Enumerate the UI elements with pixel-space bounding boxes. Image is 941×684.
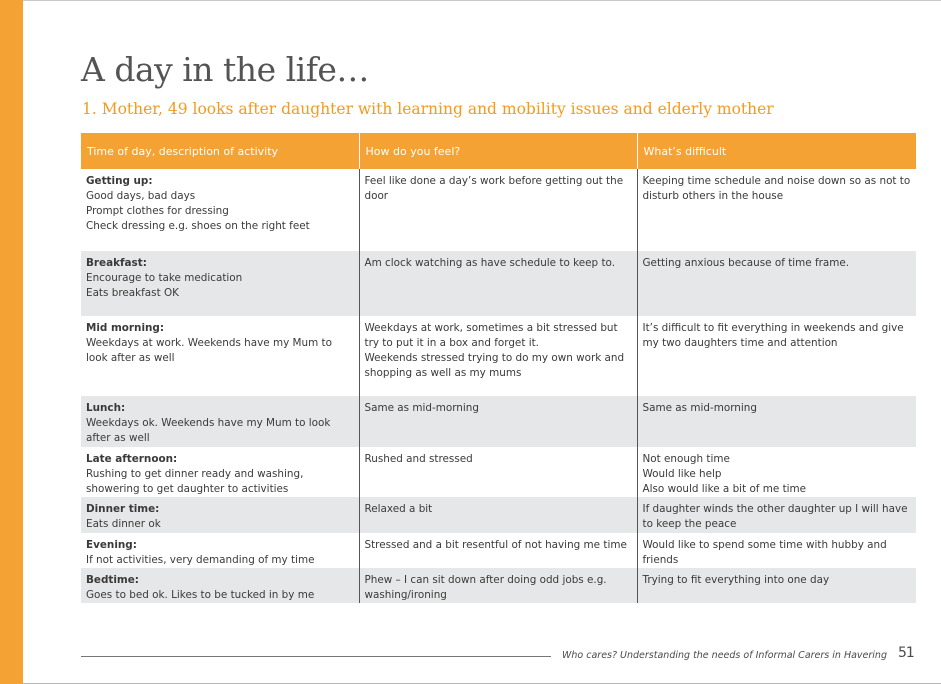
feel-cell [359,251,637,316]
difficult-line: If daughter winds the other daughter up I will have to keep the peace [642,503,908,530]
difficult-line: Trying to fit everything into one day [642,574,830,586]
header-feel: How do you feel? [359,133,637,169]
table-row-mid-morning [81,316,916,396]
footer-rule [81,656,551,657]
difficult-cell [637,169,916,251]
difficult-cell [637,497,916,533]
activity-line: Prompt clothes for dressing [86,205,229,217]
activity-cell [81,169,359,251]
table-header-row [81,133,916,169]
activity-title: Lunch: [86,402,126,414]
activity-cell [81,447,359,497]
difficult-cell [637,251,916,316]
footer-text: Who cares? Understanding the needs of Informal Carers in Havering [562,650,887,661]
header-activity: Time of day, description of activity [81,133,359,169]
difficult-line: It’s difficult to fit everything in weekends and give my two daughters time and attention [642,322,904,349]
difficult-line: Would like help [642,468,722,480]
page-title: A day in the life… [81,50,369,89]
activity-line: Check dressing e.g. shoes on the right feet [86,220,310,232]
activity-cell [81,396,359,447]
activity-line: Rushing to get dinner ready and washing, showering to get daughter to activities [86,468,304,495]
activity-cell [81,533,359,568]
feel-cell [359,169,637,251]
activity-title: Getting up: [86,175,153,187]
feel-cell [359,533,637,568]
activity-title: Breakfast: [86,257,147,269]
activity-line: Good days, bad days [86,190,196,202]
activity-title: Dinner time: [86,503,160,515]
feel-cell [359,568,637,603]
feel-line: Weekdays at work, sometimes a bit stressed but try to put it in a box and forget it. [364,322,618,349]
activity-line: Goes to bed ok. Likes to be tucked in by me [86,589,315,601]
activity-line: Eats breakfast OK [86,287,179,299]
feel-line: Phew – I can sit down after doing odd jobs e.g. washing/ironing [364,574,607,601]
difficult-line: Keeping time schedule and noise down so as not to disturb others in the house [642,175,911,202]
difficult-line: Same as mid-morning [642,402,757,414]
activity-title: Evening: [86,539,137,551]
feel-cell [359,447,637,497]
feel-line: Relaxed a bit [364,503,433,515]
activity-cell [81,251,359,316]
difficult-line: Getting anxious because of time frame. [642,257,850,269]
difficult-line: Would like to spend some time with hubby and friends [642,539,887,566]
table-row-bedtime [81,568,916,603]
difficult-cell [637,568,916,603]
difficult-cell [637,316,916,396]
difficult-cell [637,447,916,497]
day-in-life-table [81,133,916,603]
table-row-breakfast [81,251,916,316]
feel-cell [359,316,637,396]
feel-line: Rushed and stressed [364,453,473,465]
difficult-cell [637,533,916,568]
activity-line: Encourage to take medication [86,272,243,284]
activity-line: Weekdays ok. Weekends have my Mum to look after as well [86,417,331,444]
table-row-lunch [81,396,916,447]
top-border [0,0,941,1]
activity-title: Bedtime: [86,574,139,586]
activity-title: Mid morning: [86,322,164,334]
activity-cell [81,497,359,533]
page-subtitle: 1. Mother, 49 looks after daughter with learning and mobility issues and elderly mother [82,100,774,118]
difficult-line: Also would like a bit of me time [642,483,807,495]
table-row-getting-up [81,169,916,251]
orange-side-strip [0,0,23,684]
header-difficult: What’s difficult [637,133,916,169]
feel-line: Feel like done a day’s work before getting out the door [364,175,624,202]
activity-line: Weekdays at work. Weekends have my Mum to look after as well [86,337,332,364]
feel-line: Weekends stressed trying to do my own work and shopping as well as my mums [364,352,625,379]
activity-cell [81,568,359,603]
table-row-evening [81,533,916,568]
activity-line: Eats dinner ok [86,518,161,530]
feel-line: Am clock watching as have schedule to keep to. [364,257,615,269]
feel-line: Stressed and a bit resentful of not having me time [364,539,627,551]
page-number: 51 [898,645,914,661]
activity-cell [81,316,359,396]
table-row-late-afternoon [81,447,916,497]
feel-cell [359,497,637,533]
feel-line: Same as mid-morning [364,402,479,414]
table-row-dinner-time [81,497,916,533]
activity-title: Late afternoon: [86,453,178,465]
difficult-cell [637,396,916,447]
activity-line: If not activities, very demanding of my time [86,554,315,566]
difficult-line: Not enough time [642,453,730,465]
feel-cell [359,396,637,447]
